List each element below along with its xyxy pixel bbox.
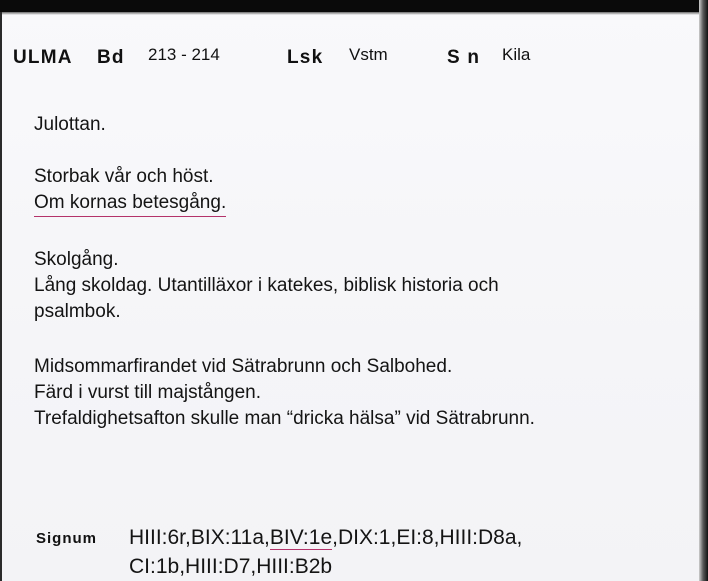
- volume-value: 213 - 214: [148, 45, 220, 64]
- card-top-shadow-fade: [0, 12, 708, 15]
- text-line-underlined: [34, 190, 226, 217]
- signum-codes-line-1: [129, 524, 522, 552]
- text-line: Storbak vår och höst.: [34, 166, 214, 187]
- text-line: Lång skoldag. Utantilläxor i katekes, biblisk historia och: [34, 275, 499, 296]
- parish-label: S n: [447, 47, 481, 68]
- signum-code-segment: HIII:6r,BIX:11a,: [129, 526, 270, 549]
- text-line: Skolgång.: [34, 249, 119, 270]
- card-right-shadow: [699, 0, 708, 581]
- text-line: psalmbok.: [34, 301, 121, 322]
- volume-label: Bd: [97, 47, 125, 68]
- text-line: Julottan.: [34, 114, 106, 135]
- card-top-shadow: [0, 0, 708, 12]
- province-label: Lsk: [287, 47, 324, 68]
- underlined-phrase: Om kornas betesgång.: [34, 191, 226, 217]
- text-line: Trefaldighetsafton skulle man “dricka hälsa” vid Sätrabrunn.: [34, 408, 535, 429]
- province-value: Vstm: [349, 45, 388, 64]
- parish-value: Kila: [502, 45, 531, 64]
- archive-label: ULMA: [13, 47, 73, 68]
- text-line: Färd i vurst till majstången.: [34, 382, 262, 403]
- text-line: Midsommarfirandet vid Sätrabrunn och Salbohed.: [34, 356, 453, 377]
- signum-code-segment: ,DIX:1,EI:8,HIII:D8a,: [332, 526, 523, 549]
- signum-codes-line-2: CI:1b,HIII:D7,HIII:B2b: [129, 555, 333, 578]
- signum-code-underlined: BIV:1e: [269, 526, 333, 549]
- signum-label: Signum: [36, 530, 97, 547]
- card-left-edge: [0, 12, 2, 581]
